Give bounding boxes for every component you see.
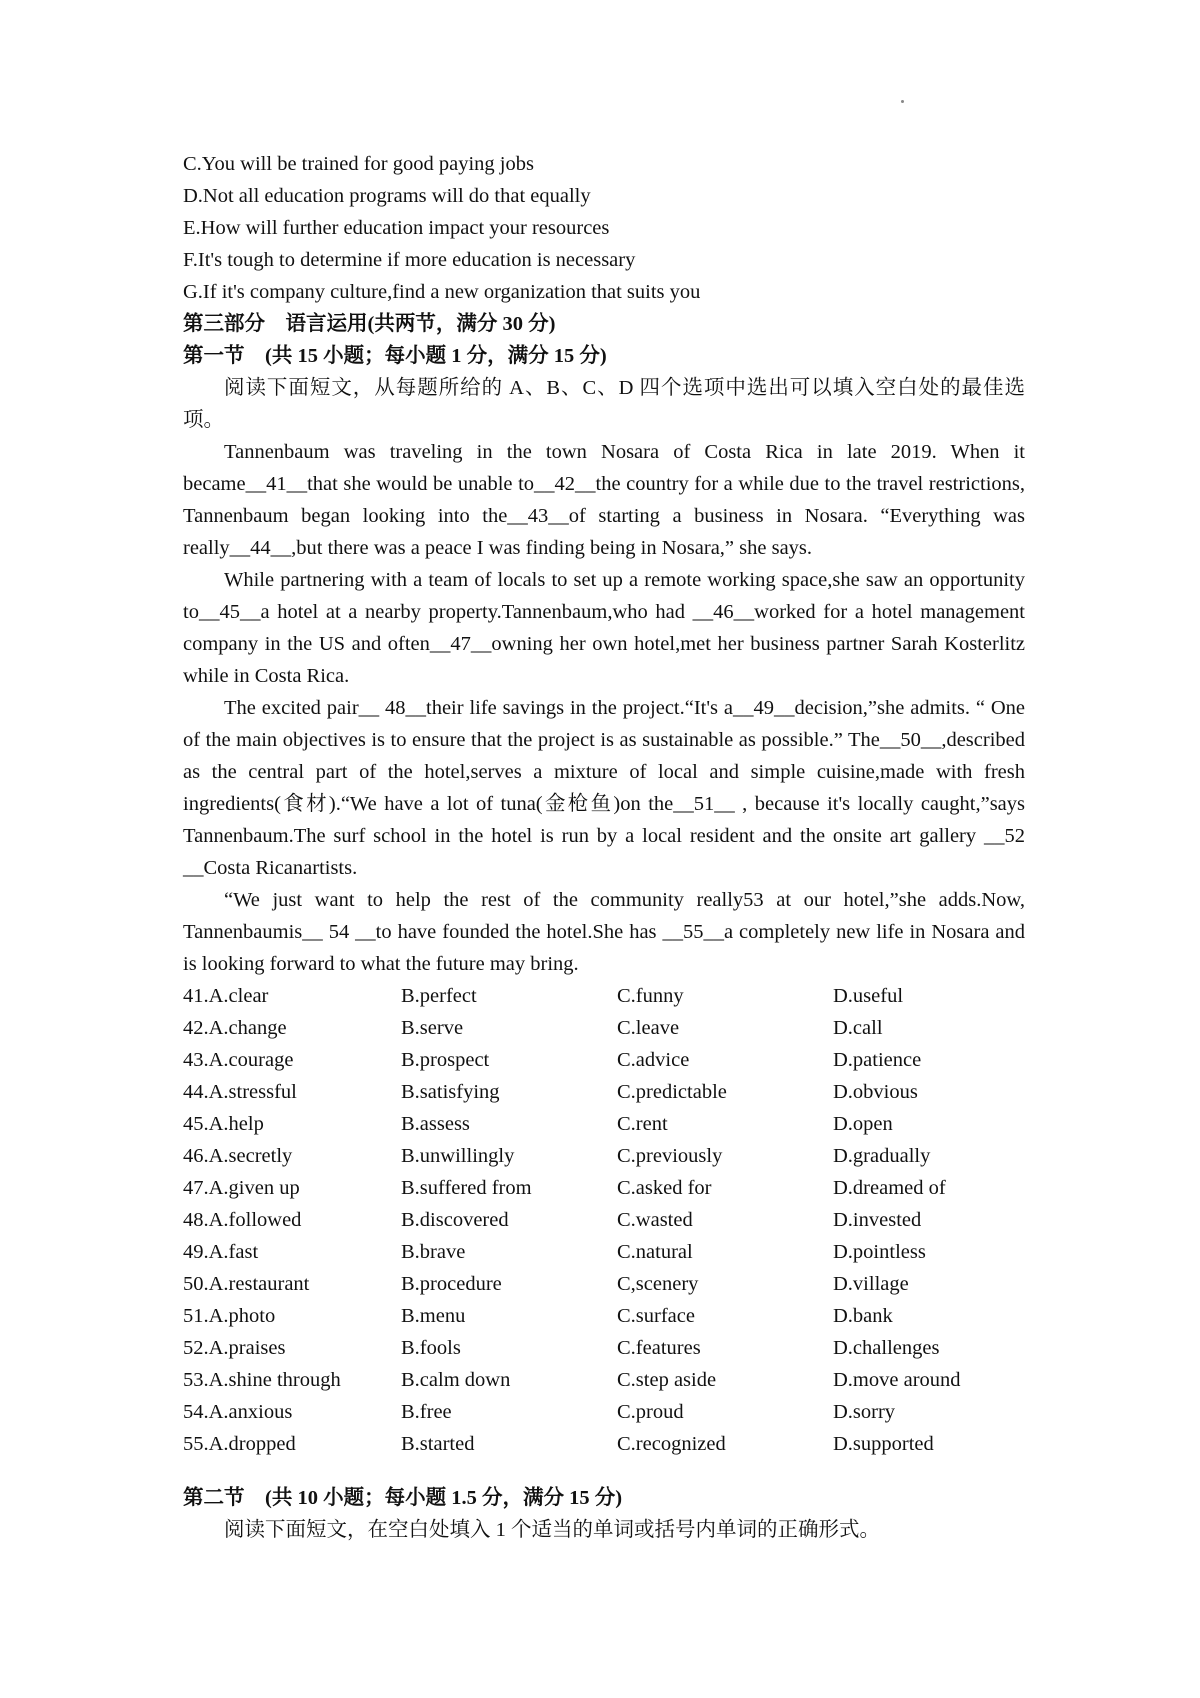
option-row-42 [183, 1012, 1025, 1044]
option-choice: C.wasted [617, 1209, 693, 1231]
option-choice: C.previously [617, 1145, 723, 1167]
option-choice: 44.A.stressful [183, 1081, 297, 1103]
spacer [183, 1460, 1025, 1482]
option-choice: C.step aside [617, 1369, 717, 1391]
option-row-50 [183, 1268, 1025, 1300]
option-choice: D.pointless [833, 1241, 926, 1263]
option-choice: C.natural [617, 1241, 693, 1263]
option-choice: C,scenery [617, 1273, 699, 1295]
option-choice: C.advice [617, 1049, 690, 1071]
previous-option-d: D.Not all education programs will do that equally [183, 185, 591, 207]
option-choice: 55.A.dropped [183, 1433, 296, 1455]
option-choice: B.menu [401, 1305, 466, 1327]
option-choice: C.leave [617, 1017, 680, 1039]
option-choice: C.surface [617, 1305, 695, 1327]
option-row-52 [183, 1332, 1025, 1364]
option-choice: C.rent [617, 1113, 668, 1135]
option-choice: D.move around [833, 1369, 961, 1391]
option-choice: B.procedure [401, 1273, 502, 1295]
option-row-51 [183, 1300, 1025, 1332]
option-choice: D.bank [833, 1305, 893, 1327]
option-row-48 [183, 1204, 1025, 1236]
passage-paragraph-1: Tannenbaum was traveling in the town Nosara of Costa Rica in late 2019. When it became__41__that she would be unable to__42__the country for a while due to the travel restrictions, Tannenbaum began looking into the__43__of starting a business in Nosara. “Everything was really__44__,but there was a peace I was finding being in Nosara,” she says. [183, 441, 1025, 559]
option-choice: C.funny [617, 985, 684, 1007]
previous-option-e: E.How will further education impact your resources [183, 217, 610, 239]
option-choice: D.supported [833, 1433, 934, 1455]
passage-paragraph-4: “We just want to help the rest of the community really53 at our hotel,”she adds.Now, Tannenbaumis__ 54 __to have founded the hotel.She has __55__a completely new life in Nosara and is looking forward to what the future may bring. [183, 889, 1025, 975]
section1-heading: 第一节 (共 15 小题；每小题 1 分，满分 15 分) [183, 345, 607, 367]
option-choice: C.features [617, 1337, 701, 1359]
option-choice: C.predictable [617, 1081, 727, 1103]
option-choice: 48.A.followed [183, 1209, 302, 1231]
option-row-45 [183, 1108, 1025, 1140]
option-choice: 46.A.secretly [183, 1145, 293, 1167]
option-row-44 [183, 1076, 1025, 1108]
option-choice: B.calm down [401, 1369, 511, 1391]
scan-dot [901, 100, 904, 103]
option-choice: D.open [833, 1113, 893, 1135]
option-choice: D.obvious [833, 1081, 918, 1103]
option-choice: B.brave [401, 1241, 466, 1263]
option-choice: B.serve [401, 1017, 464, 1039]
option-choice: B.unwillingly [401, 1145, 515, 1167]
option-choice: 45.A.help [183, 1113, 264, 1135]
option-choice: B.assess [401, 1113, 470, 1135]
option-choice: 49.A.fast [183, 1241, 259, 1263]
passage-paragraph-2: While partnering with a team of locals to set up a remote working space,she saw an opportunity to__45__a hotel at a nearby property.Tannenbaum,who had __46__worked for a hotel management company in the US and often__47__owning her own hotel,met her business partner Sarah Kosterlitz while in Costa Rica. [183, 569, 1025, 687]
options-table [183, 980, 1025, 1460]
option-choice: 50.A.restaurant [183, 1273, 310, 1295]
section2-instruction: 阅读下面短文，在空白处填入 1 个适当的单词或括号内单词的正确形式。 [224, 1519, 880, 1541]
previous-option-g: G.If it's company culture,find a new organization that suits you [183, 281, 701, 303]
option-choice: D.call [833, 1017, 883, 1039]
option-choice: B.prospect [401, 1049, 490, 1071]
option-choice: D.gradually [833, 1145, 931, 1167]
option-choice: B.free [401, 1401, 452, 1423]
option-choice: 47.A.given up [183, 1177, 300, 1199]
option-choice: 54.A.anxious [183, 1401, 293, 1423]
option-choice: B.suffered from [401, 1177, 532, 1199]
option-choice: 52.A.praises [183, 1337, 286, 1359]
option-choice: D.village [833, 1273, 909, 1295]
option-choice: 42.A.change [183, 1017, 287, 1039]
option-row-46 [183, 1140, 1025, 1172]
section2-heading: 第二节 (共 10 小题；每小题 1.5 分，满分 15 分) [183, 1487, 623, 1509]
option-choice: 51.A.photo [183, 1305, 276, 1327]
option-choice: 53.A.shine through [183, 1369, 341, 1391]
option-row-41 [183, 980, 1025, 1012]
option-choice: D.challenges [833, 1337, 940, 1359]
option-choice: 43.A.courage [183, 1049, 294, 1071]
cloze-passage [183, 436, 1025, 980]
option-choice: 41.A.clear [183, 985, 269, 1007]
part3-heading: 第三部分 语言运用(共两节，满分 30 分) [183, 313, 556, 335]
option-row-55 [183, 1428, 1025, 1460]
option-choice: D.patience [833, 1049, 922, 1071]
option-choice: B.started [401, 1433, 475, 1455]
option-choice: D.useful [833, 985, 904, 1007]
previous-options [183, 148, 1025, 308]
option-choice: B.fools [401, 1337, 461, 1359]
option-choice: C.proud [617, 1401, 684, 1423]
option-choice: D.invested [833, 1209, 922, 1231]
option-row-49 [183, 1236, 1025, 1268]
exam-page [183, 148, 1025, 1546]
option-choice: B.discovered [401, 1209, 509, 1231]
previous-option-c: C.You will be trained for good paying jobs [183, 153, 534, 175]
option-choice: C.recognized [617, 1433, 726, 1455]
option-row-53 [183, 1364, 1025, 1396]
previous-option-f: F.It's tough to determine if more education is necessary [183, 249, 636, 271]
section1-instruction: 阅读下面短文，从每题所给的 A、B、C、D 四个选项中选出可以填入空白处的最佳选项。 [183, 377, 1025, 431]
option-choice: B.satisfying [401, 1081, 500, 1103]
passage-paragraph-3: The excited pair__ 48__their life savings in the project.“It's a__49__decision,”she admits. “ One of the main objectives is to ensure that the project is as sustainable as possible.” The__50__,described as the central part of the hotel,serves a mixture of local and simple cuisine,made with fresh ingredients(食材).“We have a lot of tuna(金枪鱼)on the__51__ , because it's locally caught,”says Tannenbaum.The surf school in the hotel is run by a local resident and the onsite art gallery __52 __Costa Ricanartists. [183, 697, 1025, 879]
option-row-43 [183, 1044, 1025, 1076]
option-row-47 [183, 1172, 1025, 1204]
option-choice: D.sorry [833, 1401, 896, 1423]
option-choice: D.dreamed of [833, 1177, 946, 1199]
option-row-54 [183, 1396, 1025, 1428]
option-choice: C.asked for [617, 1177, 712, 1199]
option-choice: B.perfect [401, 985, 477, 1007]
